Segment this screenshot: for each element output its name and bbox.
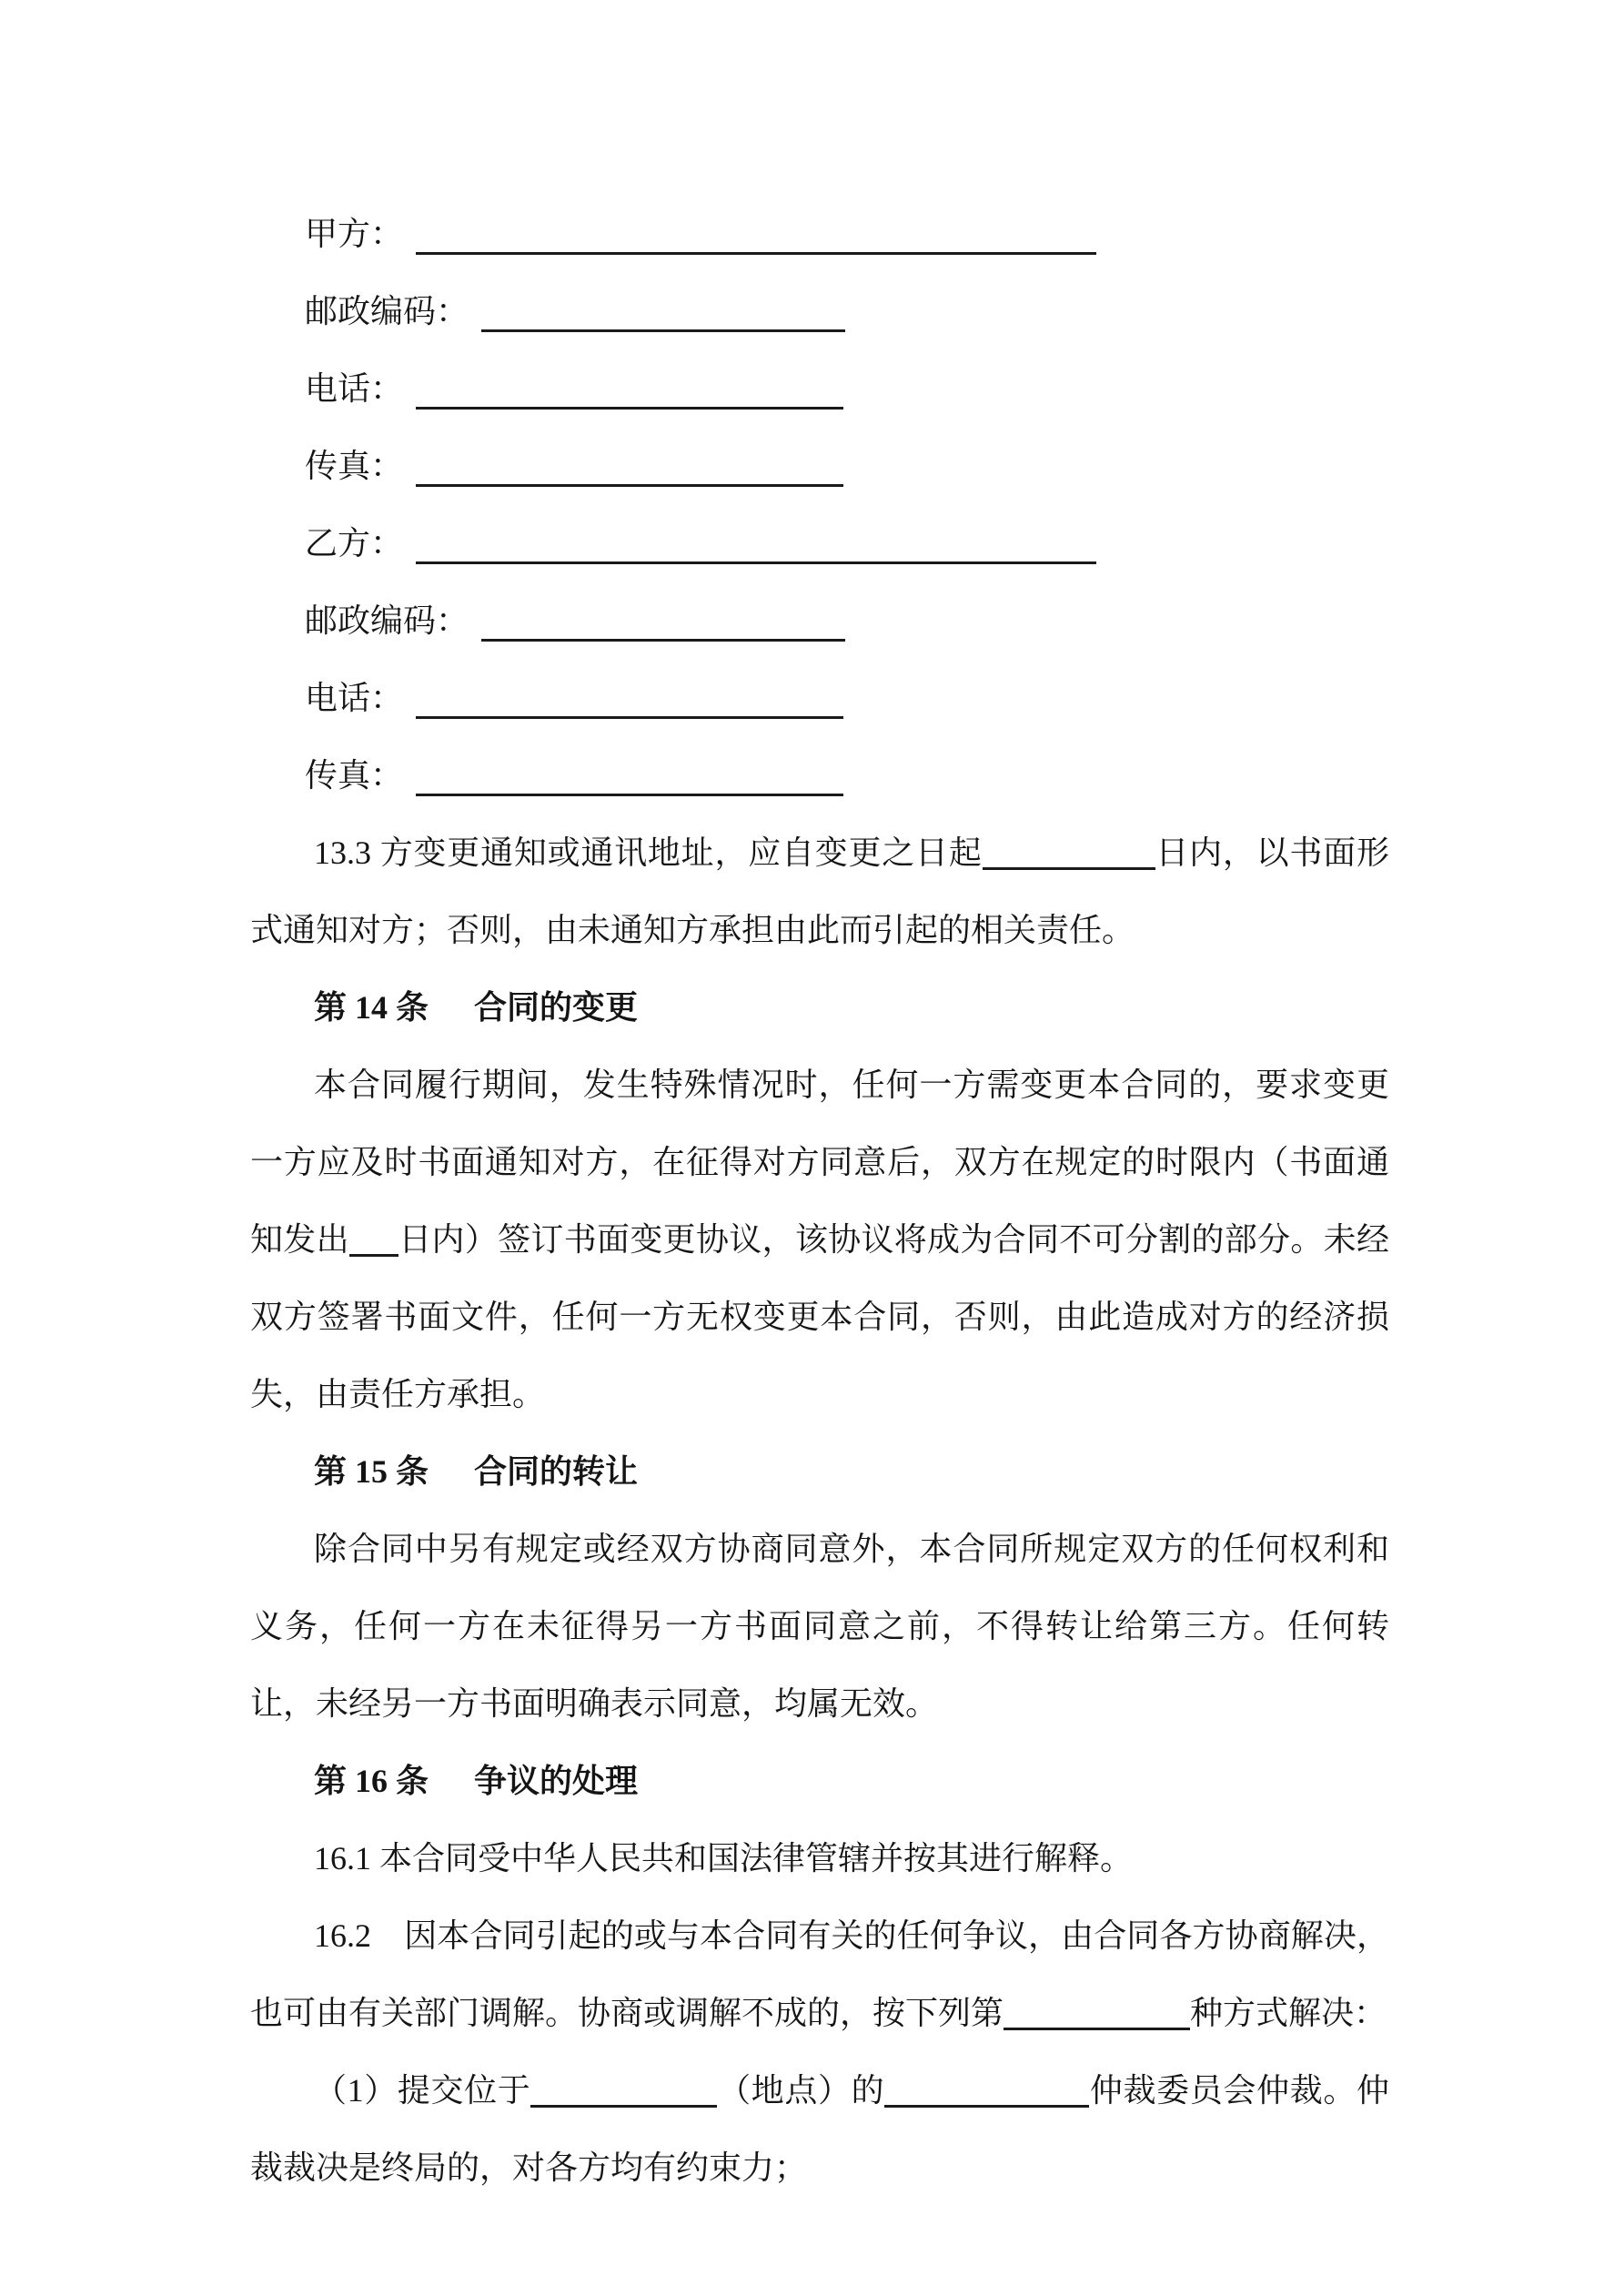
party-b-fax-label: 传真： bbox=[305, 757, 404, 794]
article-15-body-paragraph bbox=[250, 1511, 1389, 1743]
clause-13-3-days-blank-line bbox=[983, 862, 1155, 870]
party-a-postal-blank-line bbox=[481, 324, 845, 332]
clause-13-3-text-post: 日内，以书面形式通知对方；否则，由未通知方承担由此而引起的相关责任。 bbox=[250, 834, 1389, 948]
clause-16-2-text-post: 种方式解决： bbox=[1190, 1995, 1387, 2031]
party-a-phone-label: 电话： bbox=[305, 370, 404, 407]
form-row-party-a-fax bbox=[250, 428, 1389, 505]
article-15-text: 除合同中另有规定或经双方协商同意外，本合同所规定双方的任何权利和义务，任何一方在未征得另一方书面同意之前，不得转让给第三方。任何转让，未经另一方书面明确表示同意，均属无效。 bbox=[250, 1531, 1389, 1722]
form-row-party-b-phone bbox=[250, 660, 1389, 737]
party-a-fax-label: 传真： bbox=[305, 448, 404, 484]
clause-16-2-paragraph bbox=[250, 1897, 1389, 2052]
form-row-party-a-postal bbox=[250, 273, 1389, 350]
article-14-title: 合同的变更 bbox=[474, 989, 639, 1026]
article-14-days-blank-line bbox=[349, 1249, 398, 1257]
article-15-heading bbox=[250, 1433, 1389, 1511]
clause-13-3-paragraph bbox=[250, 814, 1389, 969]
option-1-committee-blank-line bbox=[884, 2099, 1089, 2108]
option-1-text-pre: （1）提交位于 bbox=[314, 2072, 531, 2109]
party-a-fax-blank-line bbox=[416, 479, 843, 487]
clause-16-1-text: 16.1 本合同受中华人民共和国法律管辖并按其进行解释。 bbox=[314, 1840, 1134, 1876]
party-b-fax-blank-line bbox=[416, 788, 843, 796]
party-b-phone-blank-line bbox=[416, 711, 843, 719]
article-14-body-paragraph bbox=[250, 1047, 1389, 1433]
option-1-paragraph bbox=[250, 2052, 1389, 2207]
clause-16-2-method-blank-line bbox=[1004, 2022, 1190, 2030]
contract-content bbox=[250, 196, 1389, 2207]
article-14-heading bbox=[250, 969, 1389, 1047]
article-14-text-pre: 本合同履行期间，发生特殊情况时，任何一方需变更本合同的，要求变更一方应及时书面通知对方，在征得对方同意后，双方在规定的时限内（书面通知发出 bbox=[250, 1067, 1389, 1258]
article-15-title: 合同的转让 bbox=[474, 1453, 639, 1490]
form-row-party-a-phone bbox=[250, 350, 1389, 428]
party-b-phone-label: 电话： bbox=[305, 680, 404, 716]
article-16-title: 争议的处理 bbox=[474, 1763, 639, 1799]
option-1-place-blank-line bbox=[530, 2099, 717, 2108]
form-row-party-b-fax bbox=[250, 737, 1389, 814]
clause-13-3-text-pre: 13.3 方变更通知或通讯地址，应自变更之日起 bbox=[314, 834, 983, 871]
option-1-text-post: 仲裁委员会仲裁。仲裁裁决是终局的，对各方均有约束力； bbox=[250, 2072, 1389, 2186]
party-b-label: 乙方： bbox=[305, 525, 404, 561]
party-a-phone-blank-line bbox=[416, 401, 843, 410]
article-16-heading bbox=[250, 1743, 1389, 1820]
party-b-postal-blank-line bbox=[481, 633, 845, 642]
form-row-party-a bbox=[250, 196, 1389, 273]
party-b-postal-label: 邮政编码： bbox=[305, 602, 469, 639]
clause-16-2-text-pre: 16.2 因本合同引起的或与本合同有关的任何争议，由合同各方协商解决，也可由有关部门调解。协商或调解不成的，按下列第 bbox=[250, 1917, 1389, 2031]
party-a-label: 甲方： bbox=[305, 216, 404, 252]
article-15-number: 第 15 条 bbox=[314, 1453, 429, 1490]
article-14-number: 第 14 条 bbox=[314, 989, 429, 1026]
form-row-party-b bbox=[250, 505, 1389, 582]
article-16-number: 第 16 条 bbox=[314, 1763, 429, 1799]
article-14-text-post: 日内）签订书面变更协议，该协议将成为合同不可分割的部分。未经双方签署书面文件，任何一方无权变更本合同，否则，由此造成对方的经济损失，由责任方承担。 bbox=[250, 1221, 1389, 1412]
option-1-text-mid: （地点）的 bbox=[717, 2072, 885, 2109]
clause-16-1-paragraph bbox=[250, 1820, 1389, 1897]
party-a-blank-line bbox=[416, 247, 1096, 255]
form-row-party-b-postal bbox=[250, 582, 1389, 660]
party-a-postal-label: 邮政编码： bbox=[305, 293, 469, 329]
party-b-blank-line bbox=[416, 556, 1096, 564]
